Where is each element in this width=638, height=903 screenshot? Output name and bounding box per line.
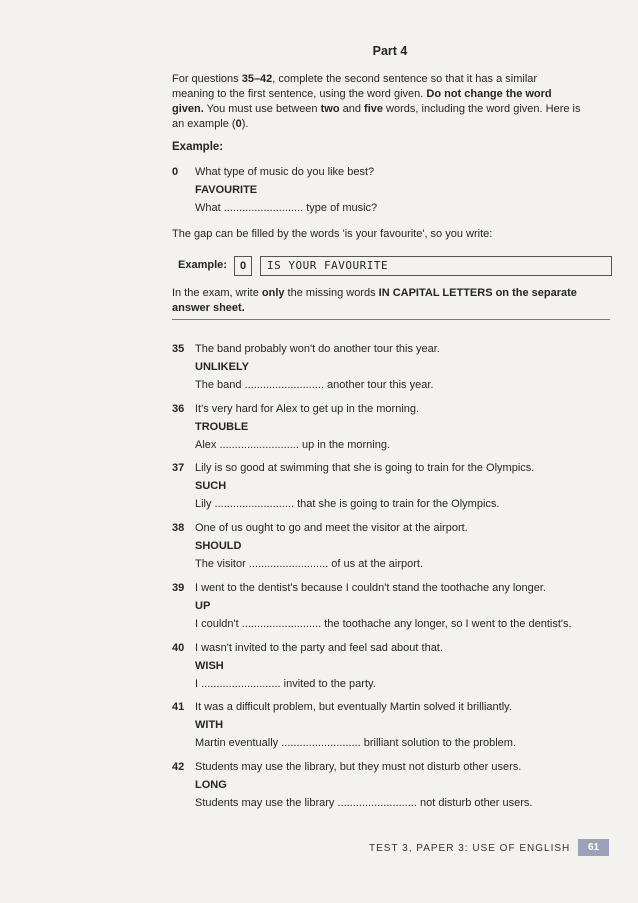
question-sentence: Lily is so good at swimming that she is going to train for the Olympics.: [195, 462, 535, 474]
question-gapped-sentence: I couldn't .......................... the toothache any longer, so I went to the dentist's.: [195, 618, 572, 630]
question-keyword: SUCH: [195, 480, 227, 492]
question-sentence: One of us ought to go and meet the visitor at the airport.: [195, 522, 468, 534]
exam-note-only: only: [261, 287, 285, 299]
exam-note-period: .: [241, 302, 245, 314]
page-number: 61: [578, 839, 609, 856]
question-sentence: I wasn't invited to the party and feel sad about that.: [195, 642, 443, 654]
exam-note: [172, 286, 612, 316]
question-keyword: WITH: [195, 719, 224, 731]
example-box-label: Example:: [178, 259, 227, 271]
example-gapped-sentence: What .......................... type of music?: [195, 202, 378, 214]
question-keyword: UNLIKELY: [195, 361, 249, 373]
question-keyword: TROUBLE: [195, 421, 249, 433]
question-number: 42: [172, 761, 185, 773]
question-sentence: It's very hard for Alex to get up in the morning.: [195, 403, 420, 415]
question-gapped-sentence: Students may use the library .......................... not disturb other users.: [195, 797, 533, 809]
question-keyword: SHOULD: [195, 540, 242, 552]
question-keyword: UP: [195, 600, 211, 612]
question-gapped-sentence: I .......................... invited to the party.: [195, 678, 376, 690]
exam-note-text-2: the missing words: [284, 287, 379, 299]
question-sentence: Students may use the library, but they must not disturb other users.: [195, 761, 522, 773]
example-number: 0: [172, 166, 179, 178]
question-number: 40: [172, 642, 185, 654]
instructions-text-2: , complete the second sentence so that it has a similar meaning to the first sentence, using the word given.: [172, 73, 538, 100]
min-words: two: [320, 103, 340, 115]
question-gapped-sentence: The band .......................... another tour this year.: [195, 379, 434, 391]
question-number: 38: [172, 522, 185, 534]
exam-note-capitals: IN CAPITAL LETTERS on the separate answer sheet: [172, 287, 577, 314]
question-number: 37: [172, 462, 185, 474]
instructions-text-1: For questions: [172, 73, 242, 85]
question-keyword: WISH: [195, 660, 224, 672]
instructions-text-4: and: [339, 103, 365, 115]
example-box-number: 0: [234, 256, 252, 276]
do-not-change-note: Do not change the word given.: [172, 88, 552, 115]
question-number: 35: [172, 343, 185, 355]
instructions-text-5: words, including the word given. Here is an example (: [172, 103, 581, 130]
question-gapped-sentence: The visitor .......................... of us at the airport.: [195, 558, 424, 570]
example-keyword: FAVOURITE: [195, 184, 258, 196]
question-range: 35–42: [241, 73, 273, 85]
question-sentence: It was a difficult problem, but eventually Martin solved it brilliantly.: [195, 701, 512, 713]
gap-note: The gap can be filled by the words 'is your favourite', so you write:: [172, 228, 493, 240]
part-title: Part 4: [372, 44, 408, 58]
question-number: 39: [172, 582, 185, 594]
instructions-text-3: You must use between: [203, 103, 321, 115]
example-answer-box: IS YOUR FAVOURITE: [260, 256, 612, 276]
question-gapped-sentence: Martin eventually .......................... brilliant solution to the problem.: [195, 737, 516, 749]
example-heading: Example:: [172, 141, 224, 153]
instructions-text-6: ).: [241, 118, 249, 130]
example-ref: 0: [235, 118, 242, 130]
footer-title: TEST 3, PAPER 3: USE OF ENGLISH: [369, 843, 571, 854]
instructions: [172, 72, 582, 132]
exam-note-text-1: In the exam, write: [172, 287, 262, 299]
question-sentence: I went to the dentist's because I couldn't stand the toothache any longer.: [195, 582, 546, 594]
question-keyword: LONG: [195, 779, 227, 791]
example-sentence: What type of music do you like best?: [195, 166, 375, 178]
max-words: five: [364, 103, 383, 115]
divider: [172, 319, 610, 320]
question-sentence: The band probably won't do another tour this year.: [195, 343, 440, 355]
question-number: 41: [172, 701, 185, 713]
question-gapped-sentence: Lily .......................... that she is going to train for the Olympics.: [195, 498, 500, 510]
question-number: 36: [172, 403, 185, 415]
question-gapped-sentence: Alex .......................... up in the morning.: [195, 439, 391, 451]
